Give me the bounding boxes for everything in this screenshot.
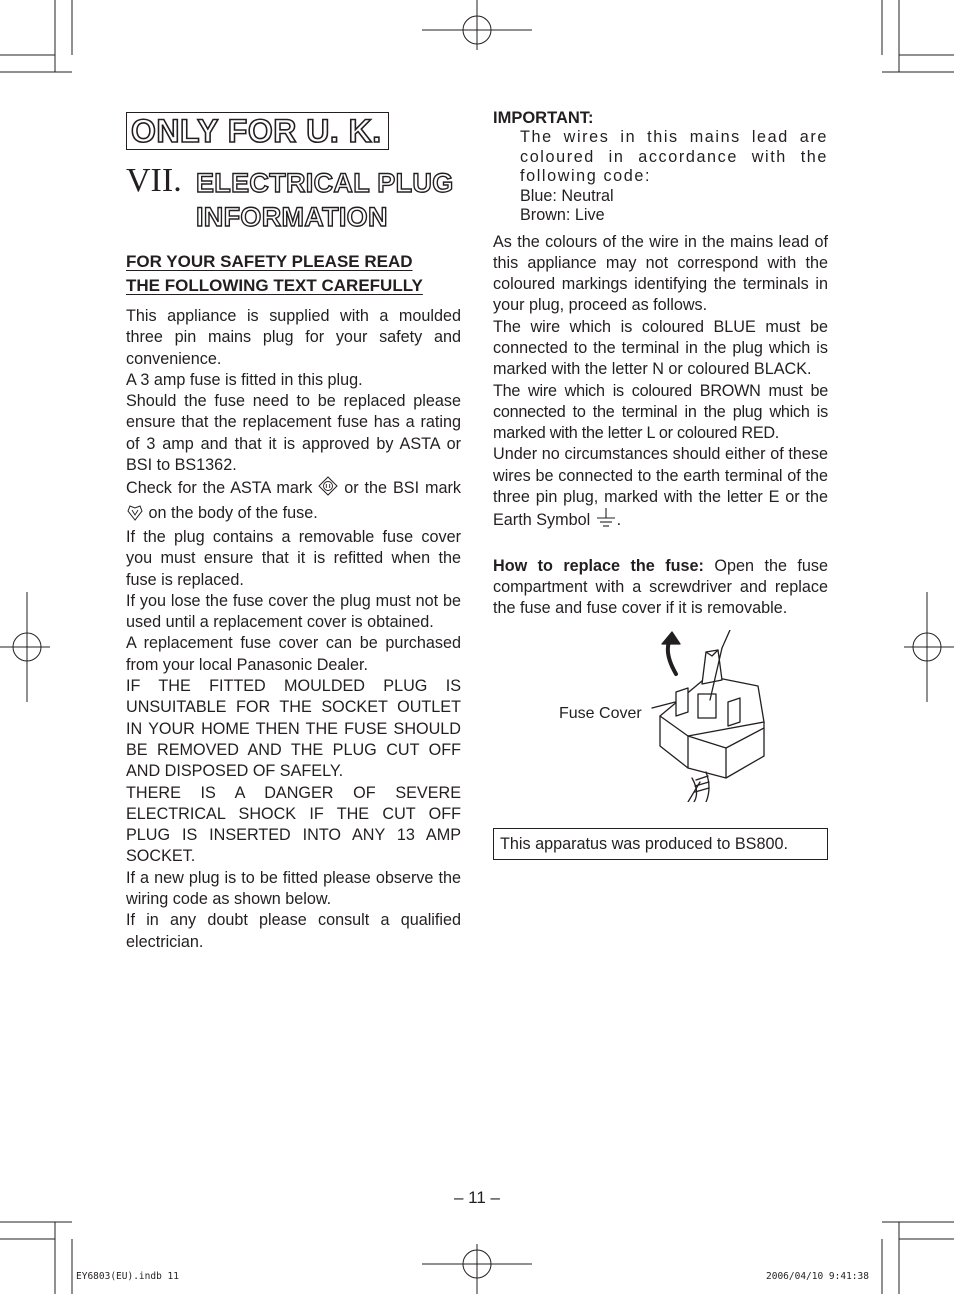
paragraph-fuse-rating: A 3 amp fuse is fitted in this plug. — [126, 370, 363, 389]
right-column — [493, 108, 828, 860]
safety-subheading — [126, 250, 461, 298]
bsi-text: or the BSI mark — [344, 479, 462, 498]
paragraph-new-plug: If a new plug is to be fitted please observe the wiring code as shown below. — [126, 868, 461, 909]
bsi-kitemark-icon — [126, 503, 144, 527]
paragraph-fuse-replacement: Should the fuse need to be replaced please ensure that the replacement fuse has a rating of 3 amp and that it is approved by ASTA or BSI to BS1362. — [126, 392, 461, 475]
section-title — [196, 166, 454, 234]
left-body — [126, 306, 461, 953]
important-label: IMPORTANT: — [493, 109, 594, 127]
paragraph-earth-warning — [493, 444, 828, 534]
asta-mark-icon — [318, 476, 338, 502]
section-title-line2: INFORMATION — [196, 202, 388, 232]
right-body — [493, 232, 828, 620]
plug-illustration — [493, 630, 828, 820]
paragraph-consult-electrician: If in any doubt please consult a qualified electrician. — [126, 911, 461, 951]
footer-timestamp: 2006/04/10 9:41:38 — [766, 1271, 869, 1282]
uk-only-title: ONLY FOR U. K. — [126, 112, 389, 150]
paragraph-lost-cover: If you lose the fuse cover the plug must not be used until a replacement cover is obtained. — [126, 591, 461, 632]
earth-symbol-icon — [595, 508, 617, 534]
earth-warning-end: . — [616, 511, 622, 530]
safety-subheading-line2: THE FOLLOWING TEXT CAREFULLY — [126, 276, 423, 295]
paragraph-brown-wire: The wire which is coloured BROWN must be connected to the terminal in the plug which is marked with the letter L or coloured RED. — [493, 381, 828, 443]
safety-subheading-line1: FOR YOUR SAFETY PLEASE READ — [126, 252, 413, 271]
paragraph-asta-bsi — [126, 476, 461, 527]
how-to-label: How to replace the fuse: — [493, 556, 704, 575]
brown-live: Brown: Live — [520, 206, 605, 224]
paragraph-replacement-cover: A replacement fuse cover can be purchased from your local Panasonic Dealer. — [126, 634, 461, 674]
earth-warning-text: Under no circumstances should either of these wires be connected to the earth terminal of the three pin plug, marked with the letter E or the Earth Symbol — [493, 445, 828, 530]
paragraph-shock-danger: THERE IS A DANGER OF SEVERE ELECTRICAL SHOCK IF THE CUT OFF PLUG IS INSERTED INTO ANY 13 AMP SOCKET. — [126, 783, 461, 866]
plug-drawing — [648, 630, 778, 802]
paragraph-blue-wire: The wire which is coloured BLUE must be connected to the terminal in the plug which is marked with the letter N or coloured BLACK. — [493, 317, 828, 379]
paragraph-colour-mismatch: As the colours of the wire in the mains lead of this appliance may not correspond with the coloured markings identifying the terminals in your plug, proceed as follows. — [493, 232, 828, 315]
fuse-cover-label: Fuse Cover — [559, 704, 642, 722]
left-column — [126, 112, 461, 953]
section-title-line1: ELECTRICAL PLUG — [196, 168, 454, 198]
paragraph-fuse-cover: If the plug contains a removable fuse cover you must ensure that it is refitted when the fuse is replaced. — [126, 527, 461, 589]
bs800-notice: This apparatus was produced to BS800. — [493, 828, 828, 860]
page-number: – 11 – — [453, 1188, 500, 1207]
paragraph-how-to-replace — [493, 556, 828, 620]
paragraph-unsuitable-plug: IF THE FITTED MOULDED PLUG IS UNSUITABLE FOR THE SOCKET OUTLET IN YOUR HOME THEN THE FUSE SHOULD BE REMOVED AND THE PLUG CUT OFF AND DISPOSED OF SAFELY. — [126, 677, 461, 781]
wiring-code-block — [493, 128, 828, 226]
section-numeral: VII. — [126, 162, 182, 199]
asta-text: Check for the ASTA mark — [126, 479, 313, 498]
how-to-text: Open the fuse compartment with a screwdriver and replace the fuse and fuse cover if it is removable. — [493, 556, 828, 618]
paragraph-moulded-plug: This appliance is supplied with a moulded three pin mains plug for your safety and convenience. — [126, 307, 461, 368]
wiring-code-intro: The wires in this mains lead are coloured in accordance with the following code: — [520, 128, 828, 185]
fuse-body-text: on the body of the fuse. — [148, 503, 318, 522]
footer-file-info: EY6803(EU).indb 11 — [76, 1271, 179, 1282]
blue-neutral: Blue: Neutral — [520, 186, 614, 205]
section-heading — [126, 164, 461, 240]
